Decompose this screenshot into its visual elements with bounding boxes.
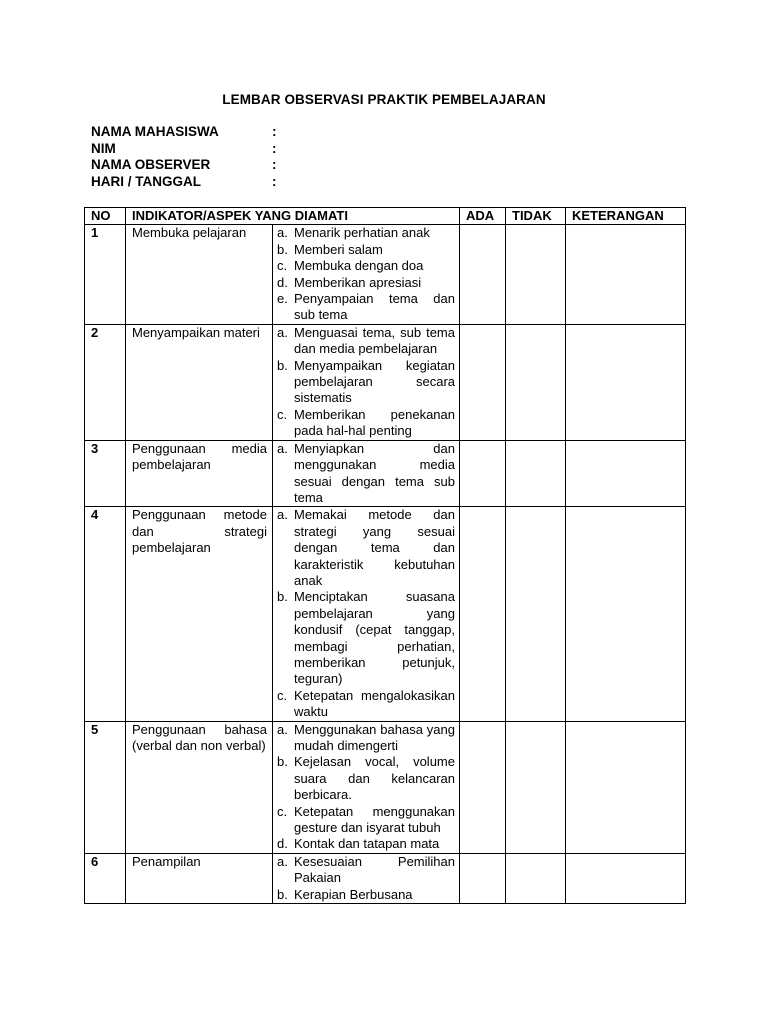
table-row — [85, 507, 686, 721]
indicator-marker: a. — [277, 721, 288, 737]
header-no: NO — [85, 208, 126, 225]
field-colon: : — [272, 124, 277, 139]
ada-checkbox-cell[interactable] — [460, 721, 506, 853]
indicator-marker: b. — [277, 754, 288, 770]
indicator-text: Penyampaian tema dan sub tema — [294, 291, 455, 323]
indicator-item — [277, 589, 455, 687]
tidak-checkbox-cell[interactable] — [506, 440, 566, 507]
indicator-marker: d. — [277, 836, 288, 852]
indicator-item — [277, 225, 455, 241]
row-number: 5 — [85, 721, 126, 853]
field-colon: : — [272, 157, 277, 172]
document-title: LEMBAR OBSERVASI PRAKTIK PEMBELAJARAN — [222, 92, 546, 107]
indicator-text: Menyiapkan dan menggunakan media sesuai dengan tema sub tema — [294, 440, 455, 505]
ada-checkbox-cell[interactable] — [460, 507, 506, 721]
field-label: NAMA MAHASISWA — [91, 124, 219, 139]
indicator-item — [277, 242, 455, 258]
indicator-marker: b. — [277, 589, 288, 605]
indicator-cell — [273, 853, 460, 903]
indicator-marker: a. — [277, 853, 288, 869]
field-nama-mahasiswa — [91, 124, 282, 141]
indicator-list — [277, 225, 455, 323]
table-row — [85, 853, 686, 903]
keterangan-input-cell[interactable] — [566, 440, 686, 507]
ada-checkbox-cell[interactable] — [460, 853, 506, 903]
indicator-list — [277, 325, 455, 440]
indicator-item — [277, 887, 455, 903]
indicator-text: Menyampaikan kegiatan pembelajaran secara sistematis — [294, 357, 455, 406]
header-tidak: TIDAK — [506, 208, 566, 225]
indicator-marker: c. — [277, 406, 288, 422]
indicator-item — [277, 325, 455, 358]
aspect-label: Menyampaikan materi — [126, 324, 273, 440]
indicator-text: Memakai metode dan strategi yang sesuai dengan tema dan karakteristik kebutuhan anak — [294, 507, 455, 588]
indicator-text: Memberi salam — [294, 241, 383, 257]
indicator-text: Menarik perhatian anak — [294, 225, 430, 241]
indicator-list — [277, 722, 455, 853]
field-colon: : — [272, 140, 277, 156]
row-number: 4 — [85, 507, 126, 721]
tidak-checkbox-cell[interactable] — [506, 507, 566, 721]
indicator-marker: a. — [277, 324, 288, 340]
indicator-item — [277, 275, 455, 291]
indicator-text: Ketepatan menggunakan gesture dan isyarat tubuh — [294, 803, 455, 836]
indicator-marker: a. — [277, 507, 288, 523]
indicator-cell — [273, 225, 460, 324]
indicator-item — [277, 258, 455, 274]
keterangan-input-cell[interactable] — [566, 225, 686, 324]
header-keterangan: KETERANGAN — [566, 208, 686, 225]
field-label: HARI / TANGGAL — [91, 173, 201, 189]
header-ada: ADA — [460, 208, 506, 225]
keterangan-input-cell[interactable] — [566, 721, 686, 853]
table-row — [85, 225, 686, 324]
indicator-text: Kerapian Berbusana — [294, 886, 413, 902]
row-number: 2 — [85, 324, 126, 440]
header-indicator: INDIKATOR/ASPEK YANG DIAMATI — [126, 208, 460, 225]
indicator-text: Kontak dan tatapan mata — [294, 836, 440, 852]
field-nama-observer — [91, 157, 282, 174]
field-hari-tanggal — [91, 174, 282, 191]
ada-checkbox-cell[interactable] — [460, 225, 506, 324]
table-header-row — [85, 208, 686, 225]
tidak-checkbox-cell[interactable] — [506, 853, 566, 903]
indicator-text: Ketepatan mengalokasikan waktu — [294, 687, 455, 720]
indicator-marker: a. — [277, 225, 288, 241]
tidak-checkbox-cell[interactable] — [506, 324, 566, 440]
indicator-text: Memberikan penekanan pada hal-hal penting — [294, 406, 455, 439]
indicator-marker: d. — [277, 274, 288, 290]
keterangan-input-cell[interactable] — [566, 853, 686, 903]
indicator-text: Kesesuaian Pemilihan Pakaian — [294, 853, 455, 886]
ada-checkbox-cell[interactable] — [460, 324, 506, 440]
indicator-marker: e. — [277, 291, 288, 307]
tidak-checkbox-cell[interactable] — [506, 721, 566, 853]
indicator-item — [277, 291, 455, 324]
indicator-text: Menciptakan suasana pembelajaran yang kondusif (cepat tanggap, membagi perhatian, memberikan petunjuk, teguran) — [294, 589, 455, 687]
keterangan-input-cell[interactable] — [566, 507, 686, 721]
aspect-label: Penampilan — [126, 853, 273, 903]
indicator-list — [277, 507, 455, 720]
indicator-item — [277, 804, 455, 837]
field-label: NAMA OBSERVER — [91, 157, 211, 172]
indicator-item — [277, 441, 455, 507]
field-colon: : — [272, 173, 277, 189]
indicator-marker: b. — [277, 886, 288, 902]
aspect-label: Membuka pelajaran — [126, 225, 273, 324]
indicator-text: Membuka dengan doa — [294, 258, 424, 274]
indicator-list — [277, 854, 455, 903]
ada-checkbox-cell[interactable] — [460, 440, 506, 507]
indicator-marker: b. — [277, 241, 288, 257]
row-number: 1 — [85, 225, 126, 324]
aspect-label: Penggunaan bahasa (verbal dan non verbal) — [126, 721, 273, 853]
row-number: 6 — [85, 853, 126, 903]
indicator-item — [277, 854, 455, 887]
indicator-text: Memberikan apresiasi — [294, 274, 422, 290]
field-nim — [91, 141, 282, 158]
indicator-cell — [273, 507, 460, 721]
indicator-item — [277, 358, 455, 407]
indicator-marker: c. — [277, 803, 288, 819]
indicator-marker: b. — [277, 357, 288, 373]
keterangan-input-cell[interactable] — [566, 324, 686, 440]
aspect-label: Penggunaan metode dan strategi pembelajaran — [126, 507, 273, 721]
indicator-item — [277, 754, 455, 803]
row-number: 3 — [85, 440, 126, 507]
indicator-item — [277, 836, 455, 852]
tidak-checkbox-cell[interactable] — [506, 225, 566, 324]
aspect-label: Penggunaan media pembelajaran — [126, 440, 273, 507]
indicator-text: Menggunakan bahasa yang mudah dimengerti — [294, 721, 455, 753]
indicator-item — [277, 507, 455, 589]
indicator-cell — [273, 721, 460, 853]
indicator-text: Kejelasan vocal, volume suara dan kelancaran berbicara. — [294, 754, 455, 803]
table-row — [85, 324, 686, 440]
indicator-cell — [273, 440, 460, 507]
observation-table — [84, 207, 686, 904]
indicator-item — [277, 722, 455, 755]
table-row — [85, 721, 686, 853]
table-row — [85, 440, 686, 507]
indicator-marker: c. — [277, 687, 288, 703]
indicator-text: Menguasai tema, sub tema dan media pembelajaran — [294, 324, 455, 357]
field-label: NIM — [91, 140, 116, 156]
indicator-list — [277, 441, 455, 507]
indicator-cell — [273, 324, 460, 440]
identity-fields — [91, 124, 282, 190]
indicator-item — [277, 407, 455, 440]
indicator-marker: a. — [277, 440, 288, 456]
indicator-marker: c. — [277, 258, 288, 274]
indicator-item — [277, 688, 455, 721]
